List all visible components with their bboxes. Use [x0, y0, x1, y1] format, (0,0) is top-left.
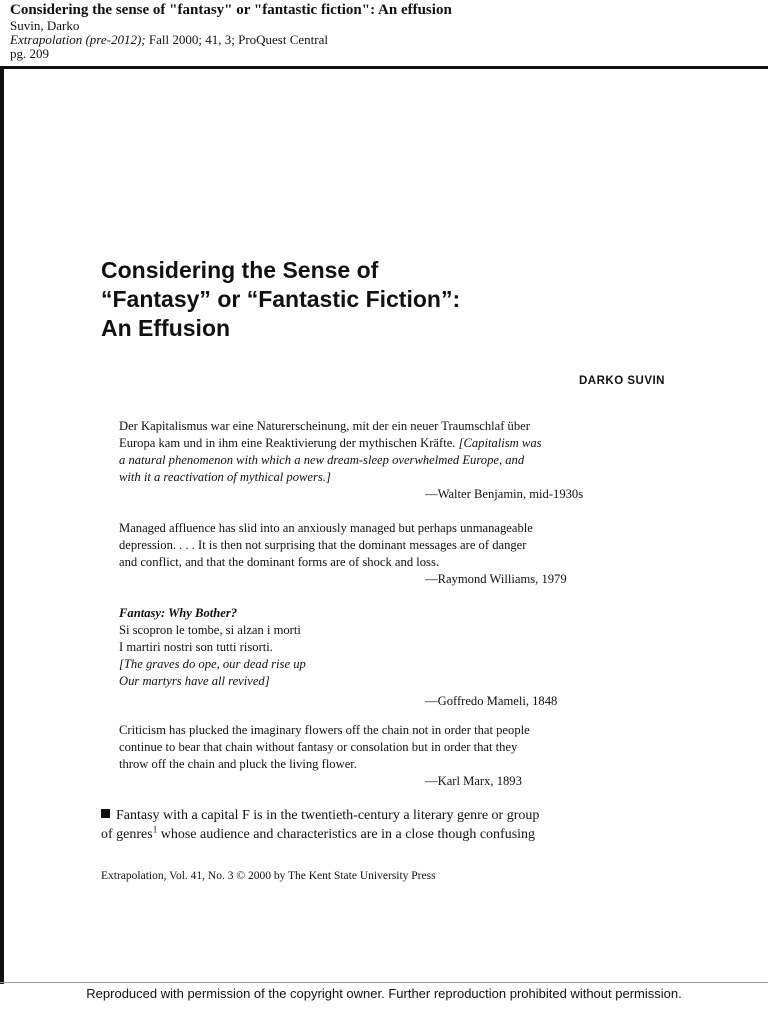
body-text: whose audience and characteristics are in a close though confusing: [157, 827, 536, 842]
document-source: [10, 33, 758, 47]
epigraph-translation-line: a natural phenomenon with which a new dream-sleep overwhelmed Europe, and: [119, 453, 525, 467]
article-title-line: An Effusion: [101, 315, 231, 341]
article-title-line: “Fantasy” or “Fantastic Fiction”:: [101, 286, 461, 312]
document-author: Suvin, Darko: [10, 18, 80, 33]
epigraph-line: I martiri nostri son tutti risorti.: [119, 640, 273, 654]
epigraph-marx: [119, 722, 667, 790]
epigraph-line: [119, 435, 667, 452]
document-page: pg. 209: [10, 46, 49, 61]
journal-citation: Extrapolation, Vol. 41, No. 3 © 2000 by The Kent State University Press: [101, 870, 436, 882]
epigraph-attribution: —Raymond Williams, 1979: [425, 572, 567, 586]
body-paragraph: [101, 806, 667, 844]
body-line: [101, 806, 667, 825]
article-author: DARKO SUVIN: [578, 375, 665, 387]
section-heading: Fantasy: Why Bother?: [119, 606, 238, 620]
epigraph-attribution: —Walter Benjamin, mid-1930s: [425, 487, 584, 501]
body-text: Fantasy with a capital F is in the twentieth-century a literary genre or group: [116, 808, 540, 823]
body-line: [101, 825, 667, 844]
document-title: Considering the sense of "fantasy" or "fantastic fiction": An effusion: [10, 2, 452, 18]
epigraph-line: Si scopron le tombe, si alzan i morti: [119, 623, 301, 637]
epigraph-translation-line: with it a reactivation of mythical powers.]: [119, 470, 331, 484]
epigraph-line: and conflict, and that the dominant forms are of shock and loss.: [119, 555, 440, 569]
body-text: of genres: [101, 827, 153, 842]
epigraph-text: Europa kam und in ihm eine Reaktivierung der mythischen Kräfte.: [119, 436, 456, 450]
source-journal: Extrapolation (pre-2012);: [10, 32, 146, 47]
article-title: [101, 256, 701, 343]
divider: [0, 982, 768, 983]
epigraph-benjamin: [119, 418, 667, 503]
epigraph-translation-line: [The graves do ope, our dead rise up: [119, 657, 306, 671]
epigraph-line: throw off the chain and pluck the living flower.: [119, 757, 357, 771]
article-title-line: Considering the Sense of: [101, 257, 379, 283]
epigraph-translation: [Capitalism was: [455, 436, 542, 450]
epigraph-attribution: —Karl Marx, 1893: [425, 774, 522, 788]
document-header: [10, 2, 758, 61]
epigraph-attribution: —Goffredo Mameli, 1848: [425, 694, 558, 708]
epigraph-line: continue to bear that chain without fantasy or consolation but in order that they: [119, 740, 518, 754]
footnote-marker[interactable]: 1: [152, 824, 158, 835]
epigraph-line: Der Kapitalismus war eine Naturerscheinung, mit der ein neuer Traumschlaf über: [119, 419, 530, 433]
reproduction-notice: Reproduced with permission of the copyright owner. Further reproduction prohibited without permission.: [86, 986, 682, 1001]
epigraph-mameli: [119, 605, 667, 710]
epigraph-line: Criticism has plucked the imaginary flowers off the chain not in order that people: [119, 723, 530, 737]
epigraph-translation-line: Our martyrs have all revived]: [119, 674, 270, 688]
epigraph-williams: [119, 520, 667, 588]
epigraph-line: Managed affluence has slid into an anxiously managed but perhaps unmanageable: [119, 521, 533, 535]
source-details: Fall 2000; 41, 3; ProQuest Central: [145, 32, 328, 47]
epigraph-line: depression. . . . It is then not surprising that the dominant messages are of danger: [119, 538, 527, 552]
page-edge: [0, 66, 4, 984]
section-bullet-icon: [101, 809, 110, 818]
